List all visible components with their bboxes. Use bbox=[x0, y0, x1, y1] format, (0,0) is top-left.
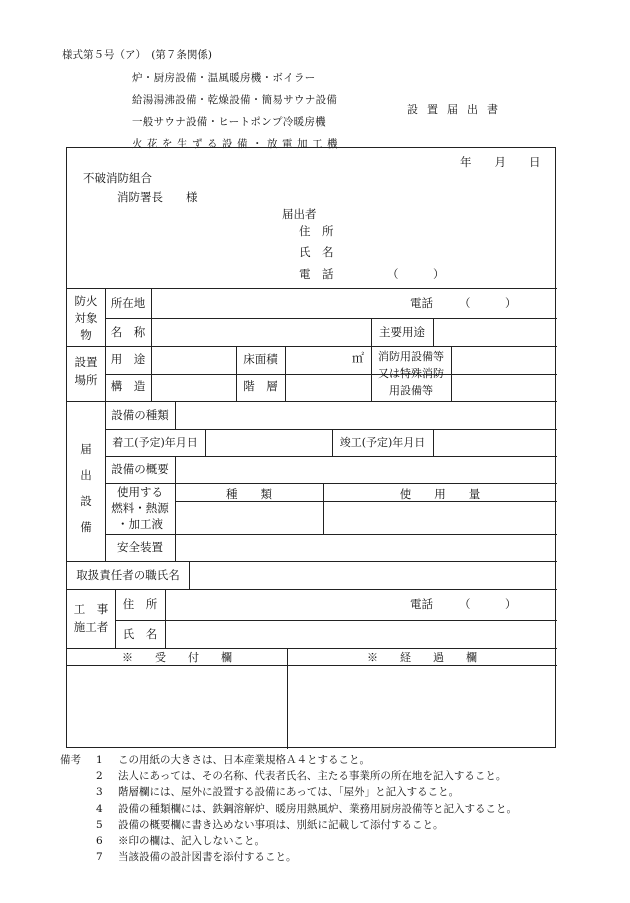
fuel-amount-header: 使 用 量 bbox=[399, 487, 481, 501]
document-title: 設置届出書 bbox=[407, 103, 507, 116]
setting-place-label: 設置 場所 bbox=[74, 355, 98, 387]
structure-label: 構 造 bbox=[110, 379, 146, 393]
equipment-line-2: 給湯湯沸設備・乾燥設備・簡易サウナ設備 bbox=[132, 94, 338, 106]
location-phone-label: 電話 bbox=[410, 296, 433, 310]
contractor-label: 工 事 施工者 bbox=[73, 602, 109, 634]
note-number: 4 bbox=[96, 802, 103, 815]
notifier-address-label: 住 所 bbox=[299, 224, 334, 238]
note-text: 当該設備の設計図書を添付すること。 bbox=[118, 851, 297, 864]
note-number: 6 bbox=[96, 835, 103, 848]
floor-level-label: 階 層 bbox=[243, 379, 278, 393]
fuel-label: 使用する 燃料・熱源 ・加工液 bbox=[111, 485, 169, 531]
note-text: ※印の欄は、記入しないこと。 bbox=[118, 835, 265, 848]
equipment-line-3: 一般サウナ設備・ヒートポンプ冷暖房機 bbox=[132, 116, 326, 128]
progress-column-header: ※ 経 過 欄 bbox=[367, 651, 477, 664]
notifier-label: 届出者 bbox=[282, 207, 317, 221]
notes-heading: 備考 bbox=[60, 754, 81, 766]
start-date-label: 着工(予定)年月日 bbox=[112, 436, 198, 449]
note-text: 設備の種類欄には、鉄鋼溶解炉、暖房用熱風炉、業務用厨房設備等と記入すること。 bbox=[118, 802, 517, 815]
floor-area-label: 床面積 bbox=[243, 352, 278, 366]
contractor-phone-label: 電話 bbox=[410, 597, 433, 611]
fuel-kind-header: 種 類 bbox=[226, 487, 272, 501]
contractor-name-label: 氏 名 bbox=[122, 627, 158, 641]
main-use-label: 主要用途 bbox=[379, 325, 425, 339]
equipment-line-4: 火花を生ずる設備・放電加工機 bbox=[132, 138, 342, 150]
contractor-phone-paren[interactable]: （ ） bbox=[459, 597, 517, 611]
completion-date-label: 竣工(予定)年月日 bbox=[339, 436, 426, 449]
safety-device-label: 安全装置 bbox=[117, 540, 163, 554]
form-number: 様式第５号（ア） (第７条関係) bbox=[62, 49, 212, 61]
contractor-address-label: 住 所 bbox=[122, 597, 158, 611]
note-number: 2 bbox=[96, 770, 103, 783]
note-text: 階層欄には、屋外に設置する設備にあっては、「屋外」と記入すること。 bbox=[118, 786, 460, 799]
note-number: 1 bbox=[96, 754, 103, 766]
facility-name-label: 名 称 bbox=[110, 325, 146, 339]
fire-equipment-label: 消防用設備等 又は特殊消防 用設備等 bbox=[378, 350, 444, 397]
equipment-type-label: 設備の種類 bbox=[111, 408, 169, 422]
reception-column-header: ※ 受 付 欄 bbox=[122, 651, 232, 664]
equipment-line-1: 炉・厨房設備・温風暖房機・ボイラー bbox=[132, 72, 316, 84]
note-number: 7 bbox=[96, 851, 103, 864]
addressee-union: 不破消防組合 bbox=[83, 171, 152, 185]
use-label: 用 途 bbox=[110, 352, 146, 366]
fire-target-label: 防火 対象 物 bbox=[74, 294, 98, 342]
location-phone-paren[interactable]: （ ） bbox=[459, 296, 517, 310]
notes-section bbox=[60, 752, 517, 865]
note-number: 3 bbox=[96, 786, 103, 799]
addressee-chief: 消防署長 様 bbox=[117, 190, 198, 204]
note-text: この用紙の大きさは、日本産業規格Ａ４とすること。 bbox=[118, 754, 370, 766]
note-text: 設備の概要欄に書き込めない事項は、別紙に記載して添付すること。 bbox=[118, 818, 444, 831]
notifier-name-label: 氏 名 bbox=[299, 245, 334, 259]
location-label: 所在地 bbox=[110, 296, 146, 310]
notifier-phone-paren[interactable]: （ ） bbox=[387, 267, 445, 281]
notifier-phone-label: 電 話 bbox=[299, 267, 334, 281]
equipment-summary-label: 設備の概要 bbox=[111, 462, 169, 476]
notification-form-table bbox=[66, 147, 556, 748]
square-meter-unit: ㎡ bbox=[352, 351, 365, 365]
note-number: 5 bbox=[96, 818, 103, 831]
manager-label: 取扱責任者の職氏名 bbox=[76, 568, 180, 582]
note-text: 法人にあっては、その名称、代表者氏名、主たる事業所の所在地を記入すること。 bbox=[118, 770, 507, 783]
equipment-section-label: 届 出 設 備 bbox=[80, 442, 92, 534]
date-field[interactable]: 年 月 日 bbox=[460, 155, 541, 169]
